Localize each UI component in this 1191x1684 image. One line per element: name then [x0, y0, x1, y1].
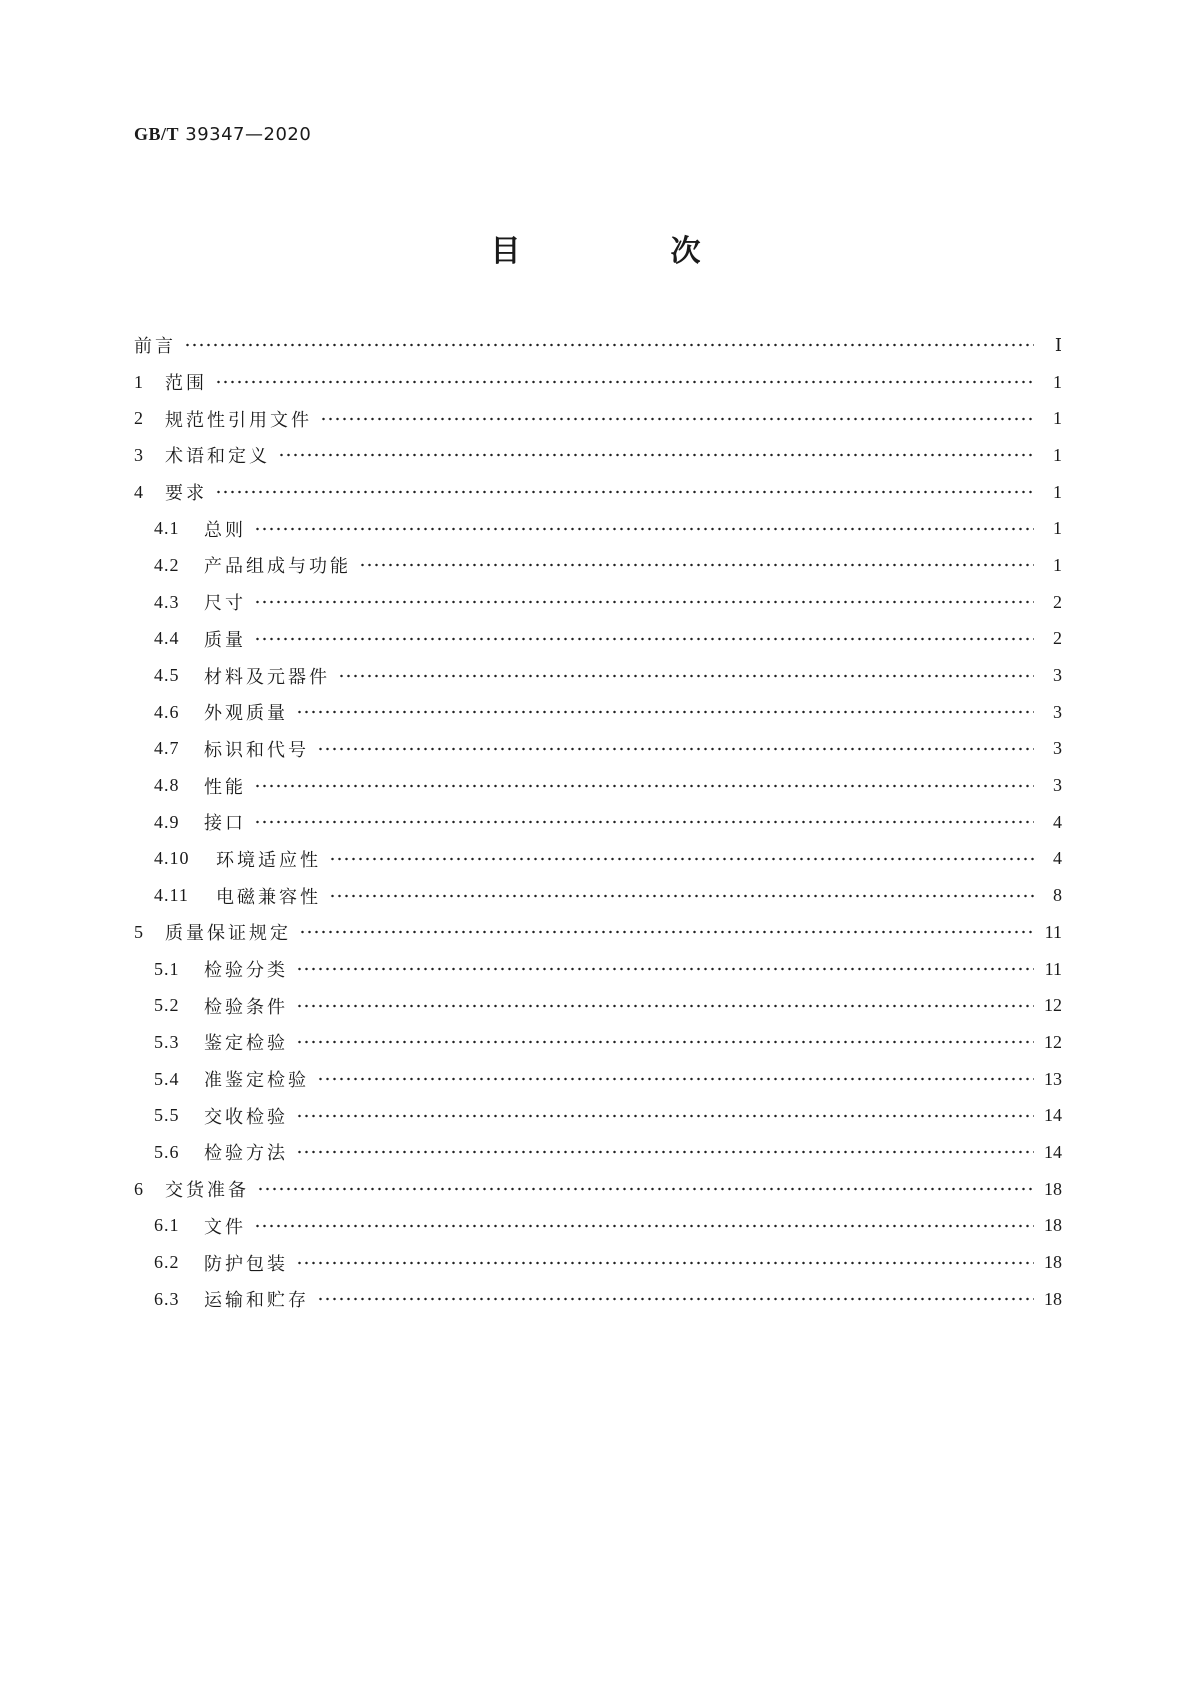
- toc-entry-page: 4: [1053, 811, 1062, 832]
- toc-entry-label: 尺寸: [204, 593, 246, 615]
- toc-dot-leader: [320, 410, 1034, 428]
- toc-entry-label: 电磁兼容性: [216, 886, 321, 908]
- toc-entry-label: 鉴定检验: [204, 1033, 288, 1055]
- toc-entry-label: 材料及元器件: [204, 666, 330, 688]
- toc-entry-page: 1: [1053, 554, 1062, 575]
- toc-entry-page: 12: [1044, 995, 1062, 1016]
- toc-dot-leader: [296, 1254, 1034, 1272]
- toc-entry[interactable]: [134, 474, 1062, 511]
- toc-entry-label: 环境适应性: [216, 849, 321, 871]
- toc-entry[interactable]: [134, 400, 1062, 437]
- toc-entry-number: 4: [134, 481, 144, 502]
- toc-entry-label: 准鉴定检验: [204, 1070, 309, 1092]
- toc-entry[interactable]: [134, 621, 1062, 658]
- toc-entry-label: 产品组成与功能: [204, 556, 351, 578]
- toc-entry-label: 接口: [204, 813, 246, 835]
- toc-dot-leader: [254, 777, 1034, 795]
- toc-entry-number: 2: [134, 408, 144, 429]
- toc-entry[interactable]: [134, 1171, 1062, 1208]
- toc-entry-page: 18: [1044, 1215, 1062, 1236]
- toc-entry-page: 13: [1044, 1068, 1062, 1089]
- toc-entry[interactable]: [134, 951, 1062, 988]
- toc-entry-label: 检验条件: [204, 996, 288, 1018]
- toc-entry-page: 18: [1044, 1288, 1062, 1309]
- toc-entry-number: 5.6: [154, 1141, 180, 1162]
- toc-entry-page: 2: [1053, 628, 1062, 649]
- toc-entry[interactable]: [134, 987, 1062, 1024]
- toc-entry-number: 4.11: [154, 885, 189, 906]
- toc-entry-number: 3: [134, 444, 144, 465]
- toc-dot-leader: [296, 960, 1034, 978]
- toc-entry-page: 11: [1044, 958, 1062, 979]
- toc-entry[interactable]: [134, 731, 1062, 768]
- toc-entry[interactable]: [134, 437, 1062, 474]
- toc-dot-leader: [254, 630, 1034, 648]
- toc-entry-page: 1: [1053, 481, 1062, 502]
- toc-entry[interactable]: [134, 1134, 1062, 1171]
- toc-entry-page: 18: [1044, 1178, 1062, 1199]
- toc-dot-leader: [296, 1033, 1034, 1051]
- toc-entry-number: 4.10: [154, 848, 190, 869]
- toc-dot-leader: [254, 520, 1034, 538]
- toc-entry-page: 2: [1053, 591, 1062, 612]
- standard-code: [134, 124, 311, 145]
- toc-entry-number: 4.5: [154, 665, 180, 686]
- toc-entry-number: 4.2: [154, 554, 180, 575]
- toc-dot-leader: [184, 336, 1034, 354]
- toc-entry[interactable]: [134, 364, 1062, 401]
- toc-entry-label: 检验分类: [204, 960, 288, 982]
- toc-entry[interactable]: [134, 1244, 1062, 1281]
- toc-entry-label: 质量保证规定: [165, 923, 291, 945]
- toc-entry-label: 要求: [165, 483, 207, 505]
- toc-entry[interactable]: [134, 1208, 1062, 1245]
- toc-entry[interactable]: [134, 584, 1062, 621]
- toc-entry[interactable]: [134, 1024, 1062, 1061]
- toc-entry-number: 4.3: [154, 591, 180, 612]
- toc-dot-leader: [317, 1290, 1034, 1308]
- standard-prefix: GB/T: [134, 124, 180, 144]
- toc-entry-label: 外观质量: [204, 703, 288, 725]
- toc-entry-number: 5.3: [154, 1031, 180, 1052]
- toc-dot-leader: [296, 703, 1034, 721]
- toc-entry[interactable]: [134, 510, 1062, 547]
- toc-entry-page: 18: [1044, 1252, 1062, 1273]
- toc-dot-leader: [317, 740, 1034, 758]
- toc-entry-label: 防护包装: [204, 1253, 288, 1275]
- toc-entry-number: 5.1: [154, 958, 180, 979]
- toc-entry-number: 5: [134, 921, 144, 942]
- toc-entry-number: 4.7: [154, 738, 180, 759]
- toc-entry[interactable]: [134, 804, 1062, 841]
- page-title: 目 次: [490, 234, 761, 269]
- toc-entry-label: 文件: [204, 1216, 246, 1238]
- toc-entry-number: 1: [134, 371, 144, 392]
- toc-dot-leader: [317, 1070, 1034, 1088]
- toc-entry-label: 交货准备: [165, 1180, 249, 1202]
- toc-entry-label: 运输和贮存: [204, 1290, 309, 1312]
- toc-entry-page: 1: [1053, 444, 1062, 465]
- toc-dot-leader: [278, 446, 1034, 464]
- toc-entry-number: 5.4: [154, 1068, 180, 1089]
- toc-entry-label: 范围: [165, 373, 207, 395]
- toc-entry-page: 14: [1044, 1105, 1062, 1126]
- toc-entry[interactable]: [134, 327, 1062, 364]
- toc-entry-label: 规范性引用文件: [165, 409, 312, 431]
- toc-entry-label: 质量: [204, 629, 246, 651]
- toc-dot-leader: [296, 997, 1034, 1015]
- toc-entry-label: 检验方法: [204, 1143, 288, 1165]
- toc-entry-number: 6.1: [154, 1215, 180, 1236]
- toc-entry[interactable]: [134, 1281, 1062, 1318]
- toc-entry[interactable]: [134, 914, 1062, 951]
- toc-dot-leader: [296, 1143, 1034, 1161]
- toc-entry-number: 4.6: [154, 701, 180, 722]
- toc-entry-page: 3: [1053, 738, 1062, 759]
- standard-number: 39347—2020: [185, 124, 312, 145]
- toc-dot-leader: [338, 667, 1034, 685]
- toc-entry-label: 总则: [204, 519, 246, 541]
- toc-dot-leader: [359, 556, 1034, 574]
- toc-entry[interactable]: [134, 694, 1062, 731]
- toc-entry-number: 6.2: [154, 1252, 180, 1273]
- toc-entry-page: 1: [1053, 371, 1062, 392]
- toc-entry[interactable]: [134, 547, 1062, 584]
- toc-dot-leader: [329, 850, 1034, 868]
- toc-entry[interactable]: [134, 841, 1062, 878]
- toc-entry-page: 1: [1053, 408, 1062, 429]
- toc-entry-page: 4: [1053, 848, 1062, 869]
- toc-entry-page: 1: [1053, 518, 1062, 539]
- toc-entry-page: 8: [1053, 885, 1062, 906]
- toc-entry[interactable]: [134, 657, 1062, 694]
- toc-dot-leader: [296, 1107, 1034, 1125]
- toc-entry[interactable]: [134, 877, 1062, 914]
- toc-dot-leader: [257, 1180, 1034, 1198]
- toc-entry-label: 术语和定义: [165, 446, 270, 468]
- toc-entry-page: 12: [1044, 1031, 1062, 1052]
- toc-entry-page: Ⅰ: [1054, 334, 1062, 355]
- toc-entry[interactable]: [134, 767, 1062, 804]
- toc-dot-leader: [215, 483, 1034, 501]
- toc-entry-number: 4.1: [154, 518, 180, 539]
- toc-entry-page: 11: [1044, 921, 1062, 942]
- toc-entry-label: 性能: [204, 776, 246, 798]
- toc-entry-number: 6.3: [154, 1288, 180, 1309]
- toc-entry-page: 3: [1053, 701, 1062, 722]
- toc-entry-page: 3: [1053, 665, 1062, 686]
- toc-dot-leader: [254, 813, 1034, 831]
- toc-entry-number: 6: [134, 1178, 144, 1199]
- toc-dot-leader: [329, 887, 1034, 905]
- table-of-contents: [134, 327, 1062, 1318]
- toc-entry-label: 交收检验: [204, 1106, 288, 1128]
- toc-entry[interactable]: [134, 1097, 1062, 1134]
- toc-entry[interactable]: [134, 1061, 1062, 1098]
- toc-dot-leader: [254, 1217, 1034, 1235]
- toc-entry-number: 4.4: [154, 628, 180, 649]
- toc-entry-label: 标识和代号: [204, 739, 309, 761]
- toc-entry-number: 5.2: [154, 995, 180, 1016]
- toc-entry-label: 前言: [134, 336, 176, 358]
- toc-entry-number: 4.9: [154, 811, 180, 832]
- toc-entry-page: 3: [1053, 775, 1062, 796]
- toc-dot-leader: [215, 373, 1034, 391]
- toc-entry-page: 14: [1044, 1141, 1062, 1162]
- toc-dot-leader: [299, 923, 1034, 941]
- toc-dot-leader: [254, 593, 1034, 611]
- toc-entry-number: 5.5: [154, 1105, 180, 1126]
- toc-entry-number: 4.8: [154, 775, 180, 796]
